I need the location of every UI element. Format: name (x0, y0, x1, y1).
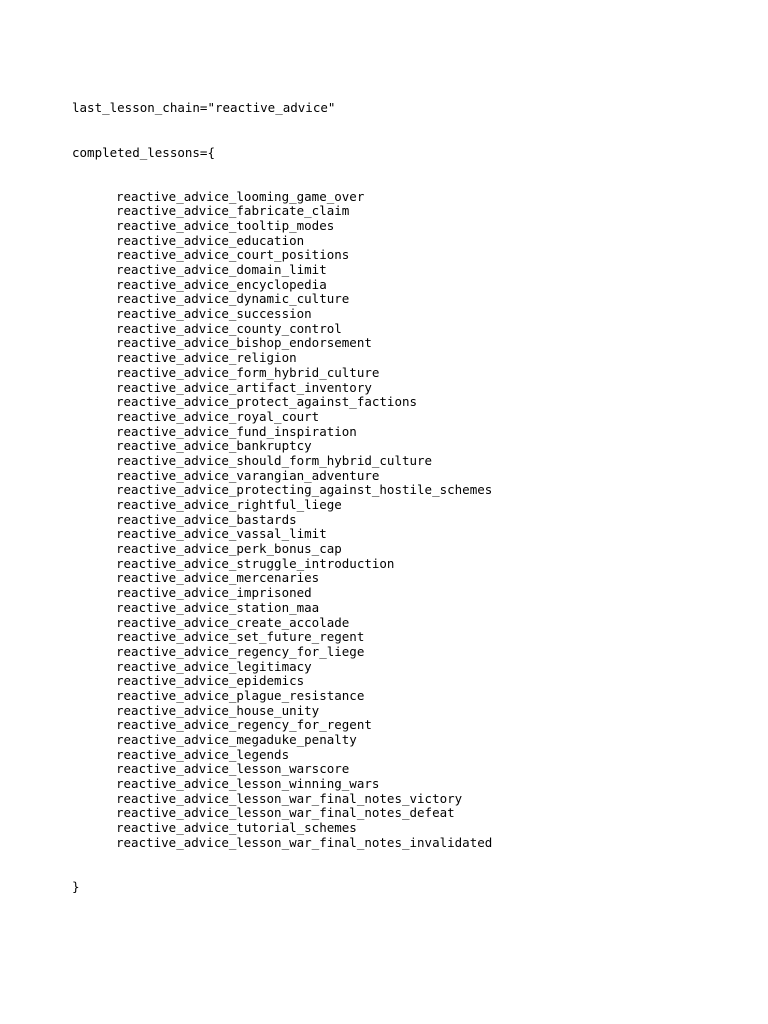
lesson-item: reactive_advice_encyclopedia (116, 276, 327, 292)
lesson-item: reactive_advice_tutorial_schemes (116, 820, 357, 836)
lesson-item: reactive_advice_legitimacy (116, 658, 312, 674)
completed-lessons-open-line: completed_lessons={ (72, 144, 215, 160)
lesson-item: reactive_advice_vassal_limit (116, 526, 327, 542)
lesson-item: reactive_advice_regency_for_liege (116, 643, 365, 659)
lesson-item: reactive_advice_education (116, 232, 305, 248)
lesson-item: reactive_advice_tooltip_modes (116, 217, 335, 233)
lesson-item: reactive_advice_lesson_warscore (116, 761, 350, 777)
lesson-item: reactive_advice_fund_inspiration (116, 423, 357, 439)
completed-lessons-close-line: } (72, 878, 80, 894)
lesson-item: reactive_advice_megaduke_penalty (116, 732, 357, 748)
lesson-item: reactive_advice_dynamic_culture (116, 291, 350, 307)
lesson-item: reactive_advice_should_form_hybrid_culture (116, 452, 433, 468)
lesson-item: reactive_advice_lesson_winning_wars (116, 776, 380, 792)
lesson-item: reactive_advice_bankruptcy (116, 438, 312, 454)
lesson-item: reactive_advice_religion (116, 350, 297, 366)
lesson-item: reactive_advice_epidemics (116, 673, 305, 689)
lesson-item: reactive_advice_lesson_war_final_notes_defeat (116, 805, 455, 821)
lesson-item: reactive_advice_mercenaries (116, 570, 320, 586)
lesson-item: reactive_advice_domain_limit (116, 262, 327, 278)
lesson-item: reactive_advice_protecting_against_hostile_schemes (116, 482, 493, 498)
lesson-item: reactive_advice_plague_resistance (116, 687, 365, 703)
lesson-item: reactive_advice_perk_bonus_cap (116, 541, 342, 557)
lesson-item: reactive_advice_imprisoned (116, 585, 312, 601)
lesson-item: reactive_advice_set_future_regent (116, 629, 365, 645)
lesson-item: reactive_advice_create_accolade (116, 614, 350, 630)
lesson-item: reactive_advice_struggle_introduction (116, 555, 395, 571)
lesson-item: reactive_advice_legends (116, 746, 290, 762)
lesson-item: reactive_advice_lesson_war_final_notes_victory (116, 790, 463, 806)
lesson-item: reactive_advice_artifact_inventory (116, 379, 372, 395)
lesson-item: reactive_advice_royal_court (116, 408, 320, 424)
lesson-item: reactive_advice_county_control (116, 320, 342, 336)
lesson-item: reactive_advice_varangian_adventure (116, 467, 380, 483)
lesson-item: reactive_advice_station_maa (116, 599, 320, 615)
lesson-item: reactive_advice_bishop_endorsement (116, 335, 372, 351)
text-document (72, 72, 492, 909)
lesson-item: reactive_advice_succession (116, 306, 312, 322)
lesson-item: reactive_advice_protect_against_factions (116, 394, 418, 410)
lessons-list (72, 190, 492, 851)
lesson-item: reactive_advice_lesson_war_final_notes_invalidated (116, 834, 493, 850)
lesson-item: reactive_advice_house_unity (116, 702, 320, 718)
lesson-item: reactive_advice_fabricate_claim (116, 203, 350, 219)
lesson-item: reactive_advice_looming_game_over (116, 188, 365, 204)
lesson-item: reactive_advice_court_positions (116, 247, 350, 263)
lesson-item: reactive_advice_rightful_liege (116, 497, 342, 513)
lesson-item: reactive_advice_regency_for_regent (116, 717, 372, 733)
last-lesson-chain-line: last_lesson_chain="reactive_advice" (72, 100, 336, 116)
lesson-item: reactive_advice_form_hybrid_culture (116, 364, 380, 380)
lesson-item: reactive_advice_bastards (116, 511, 297, 527)
